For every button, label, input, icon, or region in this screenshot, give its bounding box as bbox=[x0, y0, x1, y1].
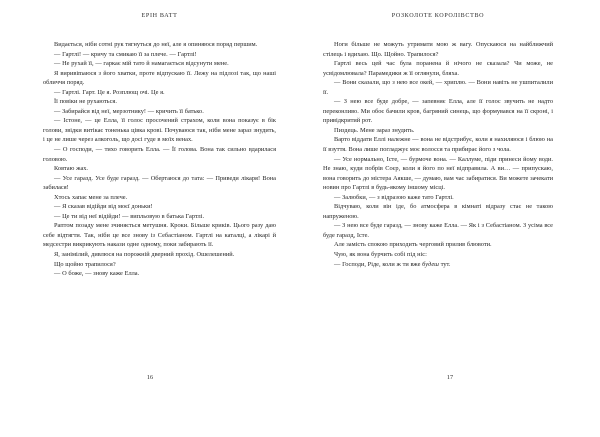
paragraph: — О господи, — тихо говорить Елла. — Її голова. Вона так сильно вдарилася головою. bbox=[43, 146, 276, 163]
paragraph: Гартлі весь цей час була поранена й нічого не сказала? Чи може, не усвідомлювала? Парамедики ж її оглянули, бляха. bbox=[323, 60, 553, 77]
paragraph: — Вони сказали, що з нею все окей, — хриплю. — Вони навіть не ушпиталили її. bbox=[323, 79, 553, 96]
paragraph: — Забирайся від неї, мерзотнику! — кричить її батько. bbox=[54, 107, 204, 115]
paragraph: Хтось хапає мене за плече. bbox=[54, 193, 128, 201]
final-line-prefix: — Господи, Ріде, коли ж ти вже bbox=[334, 260, 423, 268]
paragraph: — Усе гаразд. Усе буде гаразд. — Обертаюся до тата: — Приведи лікаря! Вона забилася! bbox=[43, 174, 276, 192]
paragraph: — Не рухай її, — гаркає мій тато й намагається відсунути мене. bbox=[54, 60, 229, 68]
right-running-head: РОЗКОЛОТЕ КОРОЛІВСТВО bbox=[391, 13, 485, 19]
right-page bbox=[300, 0, 600, 437]
final-line-suffix: тут. bbox=[438, 260, 451, 268]
paragraph: Я виривimаюся з його хватки, проте відпускаю її. Лежу на підлозі так, що наші обличчя поряд. bbox=[43, 69, 276, 87]
paragraph: Але замість спокою приходить черговий прилив блювоти. bbox=[334, 241, 492, 249]
left-page-body bbox=[43, 40, 276, 279]
paragraph: Що щойно трапилося? bbox=[54, 260, 116, 268]
paragraph: — Гартлі. Гарт. Це я. Розплющ очі. Це я. bbox=[54, 88, 165, 96]
paragraph: Її повіки не рухаються. bbox=[54, 98, 117, 106]
final-paragraph bbox=[323, 260, 553, 270]
right-page-number: 17 bbox=[446, 374, 454, 381]
paragraph: Видається, ніби сотні рук тягнуться до неї, але я опиняюся поряд першим. bbox=[54, 41, 258, 48]
paragraph: Раптом позаду мене зчиняється метушня. Кроки. Більше криків. Цього разу даю себе відтягти. Так, ніби це все знову із Себастіаном. Гартлі на каталці, а лікарі й медсестри викрикують накази одне одному, поки забирають її. bbox=[43, 222, 276, 249]
final-line-italic: будеш bbox=[422, 260, 439, 268]
paragraph: Я, занімілий, дивлюся на порожній дверний прохід. Ошелешений. bbox=[54, 251, 235, 259]
left-running-head: ЕРІН ВАТТ bbox=[141, 13, 178, 19]
paragraph: — Усе нормально, Істе, — бурмоче вона. — Каллуме, піди принеси йому води. Не знаю, куди побрів Соєр, коли я його по неї відправила. А ви… — припускаю, вона говорить до містера Аякше, — думаю, вам час забиратися. Ви можете зачекати новин про Гартлі в будь-якому іншому місці. bbox=[323, 155, 553, 192]
left-page-number: 16 bbox=[146, 374, 154, 381]
paragraph: — О боже, — знову каже Елла. bbox=[54, 270, 140, 278]
paragraph: — Залюбки, — з відразою каже тато Гартлі. bbox=[334, 193, 454, 201]
paragraph: — Гартлі! — кричу та смикаю її за плече. — Гартлі! bbox=[54, 50, 197, 58]
paragraph: Ковтаю жах. bbox=[54, 165, 89, 173]
paragraph: — З нею все буде добре, — запевняє Елла, але її голос звучить не надто переконливо. Ми обоє бачили кров, багряний синець, що формувався на її скроні, і привідкритий рот. bbox=[323, 98, 553, 125]
paragraph: Чую, як вона бурчить собі під ніс: bbox=[334, 251, 427, 259]
paragraph: — З нею все буде гаразд, — знову каже Елла. — Як і з Себастіаном. З усіма все буде гаразд, Істе. bbox=[323, 222, 553, 239]
paragraph: — Я сказав відійди від моєї доньки! bbox=[54, 203, 153, 211]
right-page-body bbox=[323, 40, 553, 269]
paragraph: — Це ти від неї відійди! — випльовую в батька Гартлі. bbox=[54, 212, 205, 220]
paragraph: Пиздець. Мене зараз знудить. bbox=[334, 126, 415, 134]
paragraph: Ноги більше не можуть утримати мою ж вагу. Опускаюся на найближчий стілець і вдихаю. Що. Щойно. Трапилося? bbox=[323, 41, 553, 58]
paragraph: Відчуваю, коли він іде, бо атмосфера в кімнаті відразу стає не такою напруженою. bbox=[323, 203, 553, 220]
paragraph: — Істоне, — це Елла, її голос просочений страхом, коли вона показує в бік голови, звідки витікає тоненька цівка крові. Почуваюся так, ніби мене зараз знудить, і це не лише через алкоголь, що досі гуде в моїх венах. bbox=[43, 117, 276, 144]
paragraph: Варто віддати Еллі належне — вона не відстрибує, коли я нахиляюся і блюю на її взуття. Вона лише погладжує моє волосся та прибирає його з чола. bbox=[323, 136, 553, 154]
